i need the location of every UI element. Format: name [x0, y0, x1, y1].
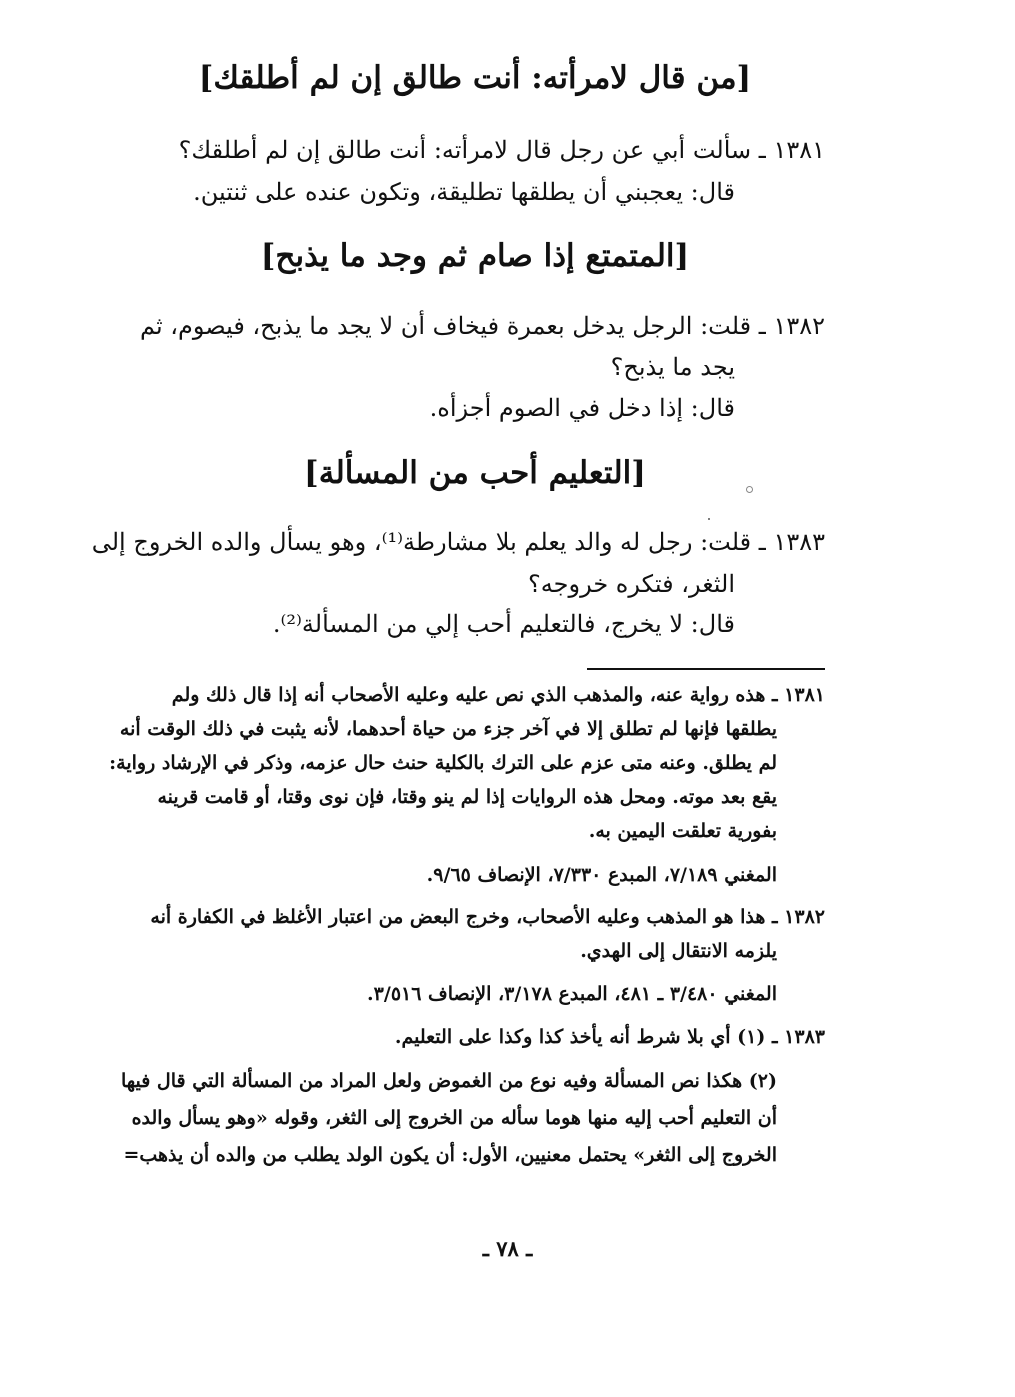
question-1382-line-2: يجد ما يذبح؟ — [610, 353, 735, 381]
footnote-1381-line-2: يطلقها فإنها لم تطلق إلا في آخر جزء من حياة أحدهما، لأنه يثبت في ذلك الوقت أنه — [119, 718, 777, 740]
footnote-1381-sources: المغني ٧/١٨٩، المبدع ٧/٣٣٠، الإنصاف ٩/٦٥. — [426, 864, 777, 886]
section-heading-2: [المتمتع إذا صام ثم وجد ما يذبح] — [260, 238, 690, 274]
footnote-separator — [587, 668, 825, 670]
question-1381-line-1: ١٣٨١ ـ سألت أبي عن رجل قال لامرأته: أنت طالق إن لم أطلقك؟ — [178, 136, 825, 164]
footnote-1382-sources: المغني ٣/٤٨٠ ـ ٤٨١، المبدع ٣/١٧٨، الإنصاف ٣/٥١٦. — [367, 983, 777, 1005]
footnote-1382-line-2: يلزمه الانتقال إلى الهدي. — [580, 940, 777, 962]
page-number: ـ ٧٨ ـ — [482, 1236, 533, 1261]
footnote-1381-line-3: لم يطلق. وعنه متى عزم على الترك بالكلية حنث حال عزمه، وذكر في الإرشاد رواية: — [109, 752, 777, 774]
question-1383-line-2: الثغر، فتكره خروجه؟ — [528, 570, 735, 598]
footnote-1381-line-1: ١٣٨١ ـ هذه رواية عنه، والمذهب الذي نص عليه وعليه الأصحاب أنه إذا قال ذلك ولم — [171, 684, 825, 706]
footnote-1381-line-5: بفورية تعلقت اليمين به. — [588, 820, 777, 842]
footnote-1383-note-2-line-1: (٢) هكذا نص المسألة وفيه نوع من الغموض ولعل المراد من المسألة التي قال فيها — [120, 1070, 777, 1092]
scan-dot — [708, 518, 710, 520]
section-heading-3: [التعليم أحب من المسألة] — [304, 455, 646, 491]
footnote-1383-note-2-line-3: الخروج إلى الثغر» يحتمل معنيين، الأول: أن يكون الولد يطلب من والده أن يذهب= — [123, 1144, 777, 1166]
answer-1383: قال: لا يخرج، فالتعليم أحب إلي من المسألة⁽²⁾. — [272, 610, 735, 638]
footnote-1383-note-2-line-2: أن التعليم أحب إليه منها هوما سأله من الخروج إلى الثغر، وقوله «وهو يسأل والده — [131, 1107, 777, 1129]
answer-1382: قال: إذا دخل في الصوم أجزأه. — [429, 394, 735, 422]
question-1382-line-1: ١٣٨٢ ـ قلت: الرجل يدخل بعمرة فيخاف أن لا يجد ما يذبح، فيصوم، ثم — [139, 312, 825, 340]
question-1383-line-1: ١٣٨٣ ـ قلت: رجل له والد يعلم بلا مشارطة⁽¹⁾، وهو يسأل والده الخروج إلى — [91, 528, 825, 556]
section-heading-1: [من قال لامرأته: أنت طالق إن لم أطلقك] — [198, 60, 752, 96]
footnote-1381-line-4: يقع بعد موته. ومحل هذه الروايات إذا لم ينو وقتا، فإن نوى وقتا، أو قامت قرينه — [157, 786, 777, 808]
scan-speck — [746, 486, 753, 493]
footnote-1382-line-1: ١٣٨٢ ـ هذا هو المذهب وعليه الأصحاب، وخرج البعض من اعتبار الأغلظ في الكفارة أنه — [150, 906, 825, 928]
answer-1381: قال: يعجبني أن يطلقها تطليقة، وتكون عنده على ثنتين. — [193, 178, 735, 206]
footnote-1383-note-1: ١٣٨٣ ـ (١) أي بلا شرط أنه يأخذ كذا وكذا على التعليم. — [394, 1026, 825, 1048]
